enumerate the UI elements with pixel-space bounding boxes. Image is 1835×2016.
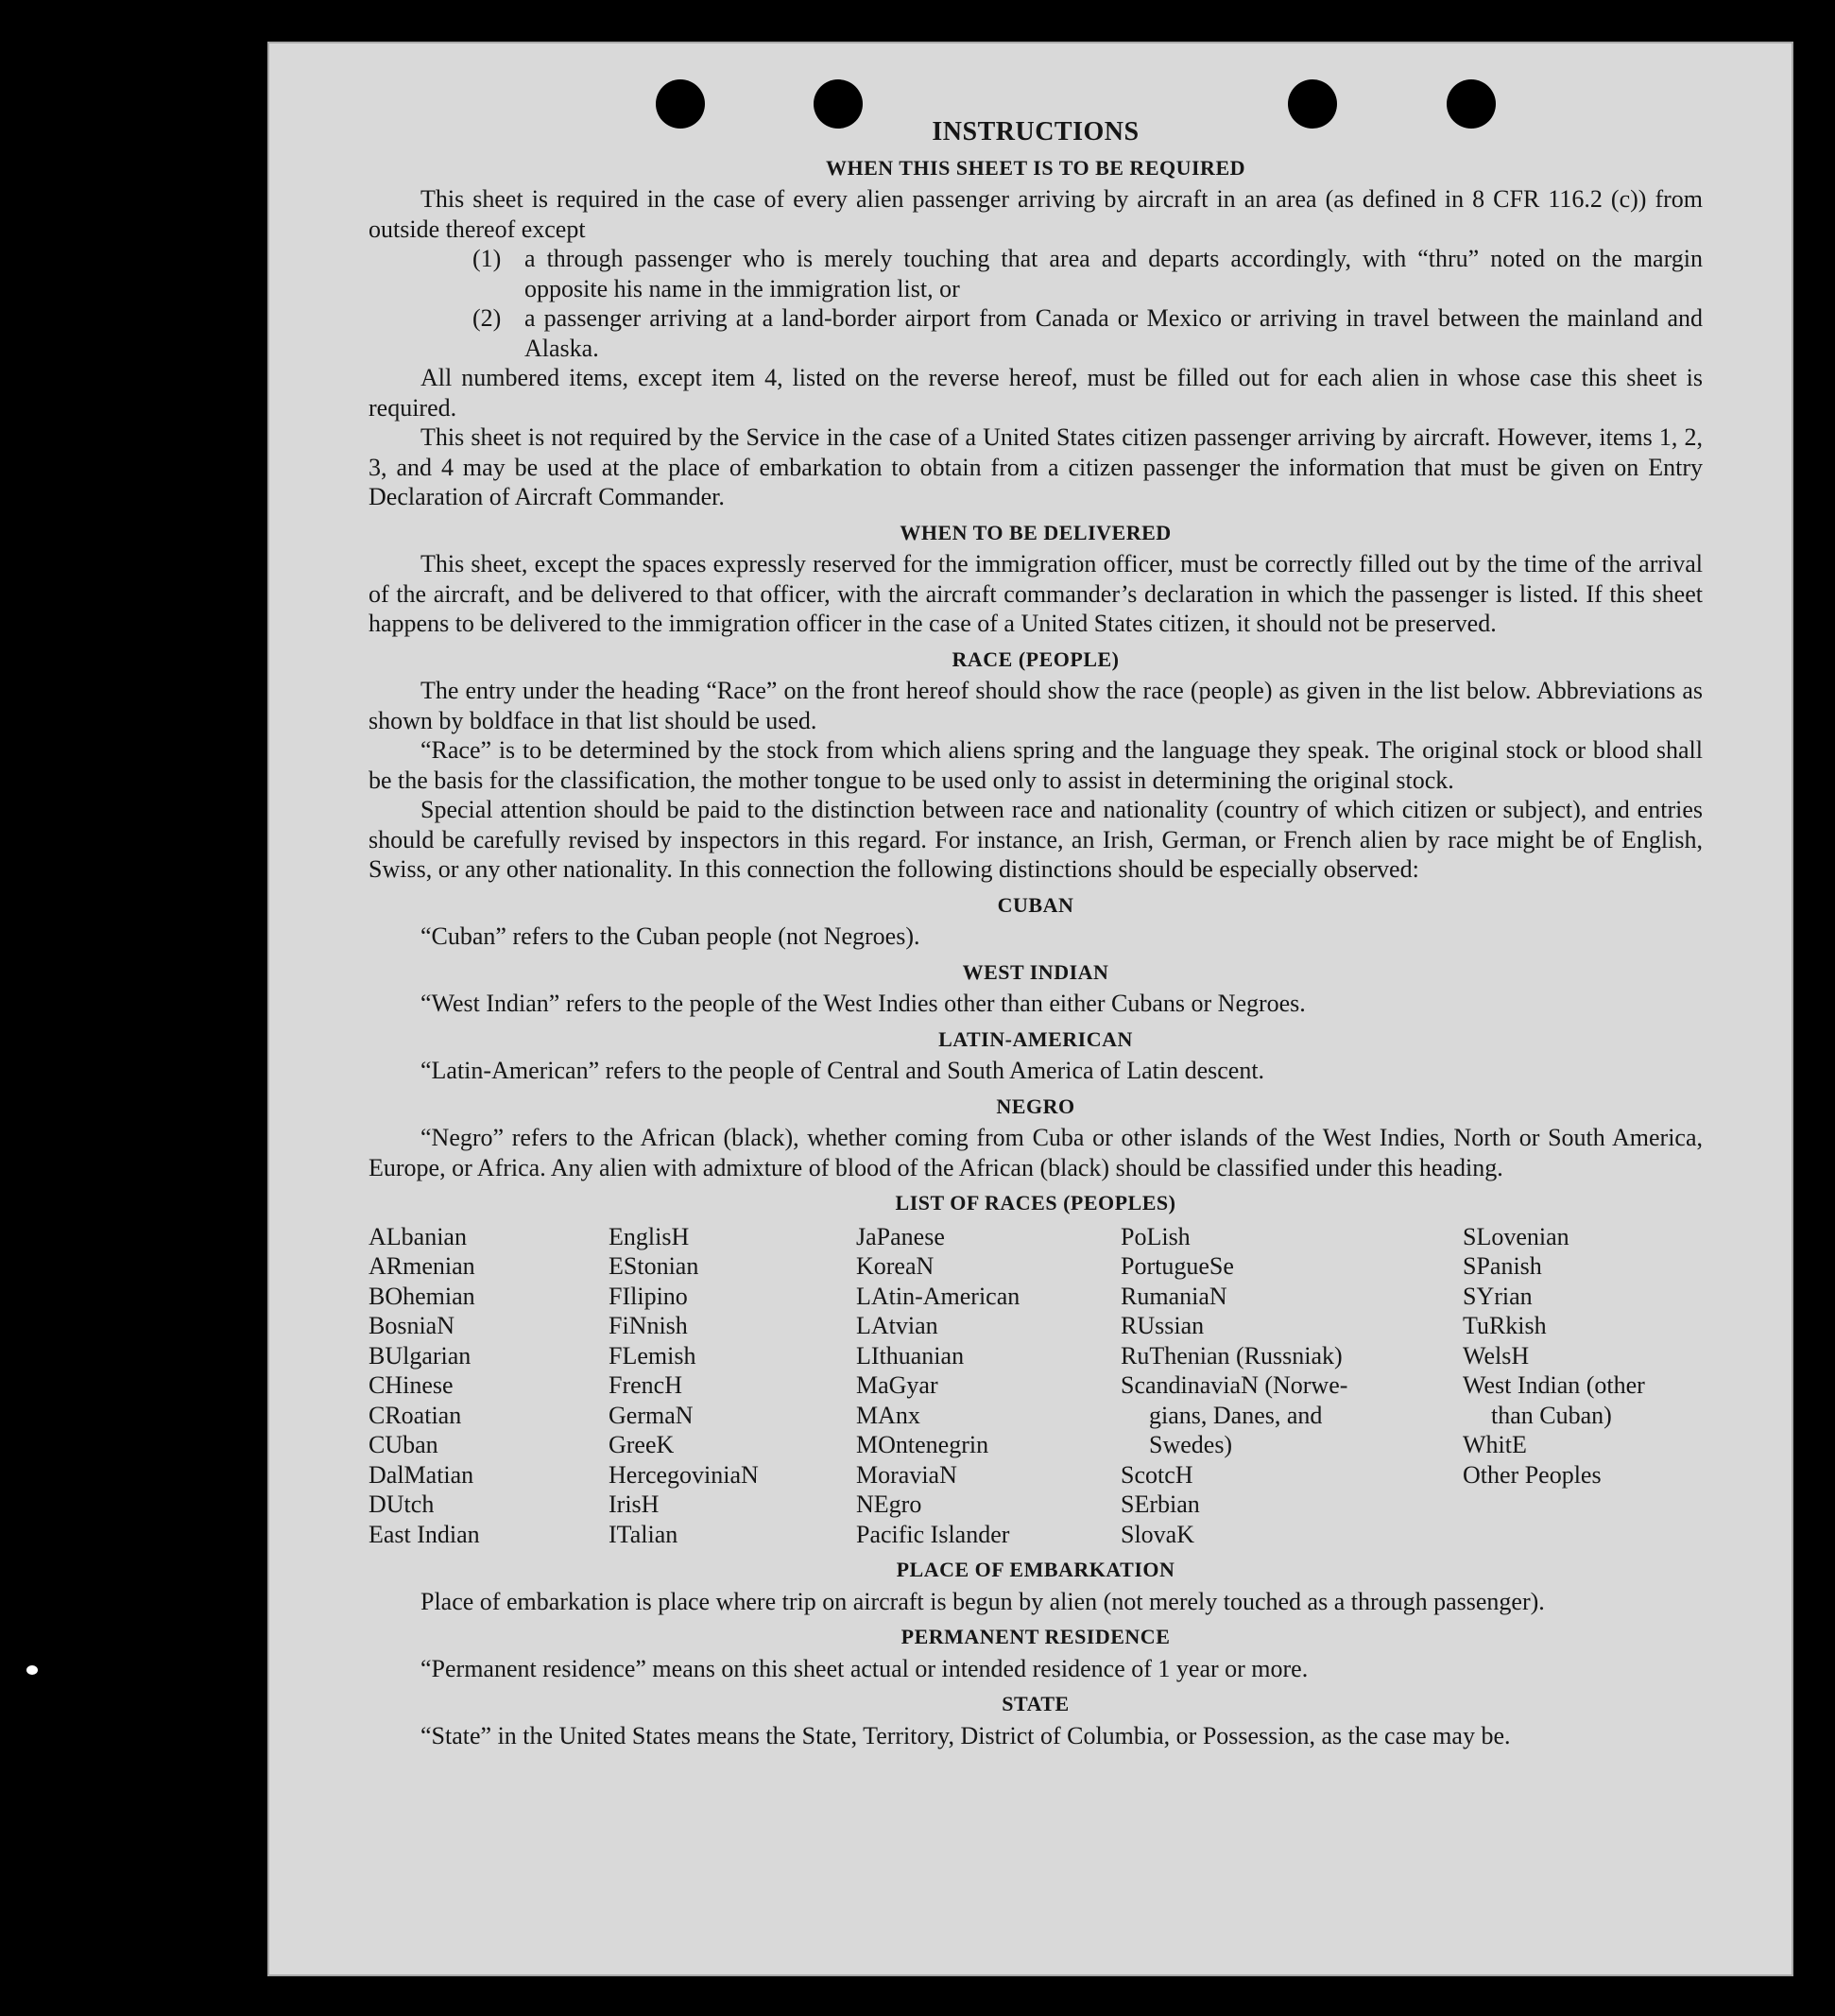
paragraph: Place of embarkation is place where trip on aircraft is begun by alien (not merely touched as a through passenger). [420,1587,1545,1615]
race-entry: West Indian (other [1463,1371,1645,1399]
heading-latin-american: LATIN-AMERICAN [938,1026,1133,1051]
item-text: a passenger arriving at a land-border airport from Canada or Mexico or arriving in travel between the mainland and Alaska. [524,304,1703,362]
race-entry: DUtch [369,1490,435,1518]
race-entry: MaGyar [856,1371,938,1399]
race-entry: IrisH [609,1490,660,1518]
heading-list-of-races: LIST OF RACES (PEOPLES) [895,1191,1176,1215]
paragraph: “Latin-American” refers to the people of Central and South America of Latin descent. [420,1057,1265,1084]
item-number: (2) [472,304,502,332]
heading-negro: NEGRO [996,1094,1075,1118]
race-column [369,1222,609,1550]
race-entry: ARmenian [369,1252,475,1280]
heading-when-required: WHEN THIS SHEET IS TO BE REQUIRED [825,155,1246,180]
paragraph: This sheet is not required by the Service in the case of a United States citizen passenger arriving by aircraft. However, items 1, 2, 3, and 4 may be used at the place of embarkation to obtain from a citizen passenger the information that must be given on Entry Declaration of Aircraft Commander. [369,423,1703,510]
heading-permanent-residence: PERMANENT RESIDENCE [900,1625,1171,1648]
paragraph: “State” in the United States means the State, Territory, District of Columbia, or Possession, as the case may be. [420,1721,1511,1749]
race-entry: ScotcH [1121,1460,1193,1489]
race-column [609,1222,856,1550]
list-item [472,303,1703,363]
race-entry: WelsH [1463,1341,1530,1370]
race-entry: gians, Danes, and [1149,1401,1323,1429]
item-text: a through passenger who is merely touching that area and departs accordingly, with “thru” noted on the margin opposite his name in the immigration list, or [524,245,1703,302]
paragraph: Special attention should be paid to the distinction between race and nationality (country of which citizen or subject), and entries should be carefully revised by inspectors in this regard. For instance, an Irish, German, or French alien by race might be of English, Swiss, or any other nationality. In this connection the following distinctions should be especially observed: [369,796,1703,883]
race-entry: than Cuban) [1491,1401,1612,1429]
race-entry: BOhemian [369,1282,475,1310]
paragraph: “West Indian” refers to the people of the West Indies other than either Cubans or Negroes. [420,990,1306,1017]
paragraph: All numbered items, except item 4, listed on the reverse hereof, must be filled out for each alien in whose case this sheet is required. [369,364,1703,422]
race-entry: BUlgarian [369,1341,472,1370]
race-entry: SYrian [1463,1282,1533,1310]
race-entry: Pacific Islander [856,1520,1010,1548]
race-list [369,1222,1703,1550]
race-entry: EStonian [609,1252,699,1280]
race-entry: MoraviaN [856,1460,957,1489]
race-entry: LAtvian [856,1312,938,1339]
race-entry: CUban [369,1431,438,1458]
race-entry: SlovaK [1121,1520,1194,1548]
heading-when-delivered: WHEN TO BE DELIVERED [900,520,1172,544]
heading-place-of-embarkation: PLACE OF EMBARKATION [896,1558,1175,1581]
race-entry: East Indian [369,1520,480,1548]
race-entry: FrencH [609,1371,682,1399]
paragraph: This sheet is required in the case of every alien passenger arriving by aircraft in an area (as defined in 8 CFR 116.2 (c)) from outside thereof except [369,185,1703,243]
race-entry: WhitE [1463,1431,1527,1458]
race-column [1463,1222,1703,1550]
race-entry: PortugueSe [1121,1252,1234,1280]
race-entry: GreeK [609,1431,675,1458]
paragraph: “Negro” refers to the African (black), whether coming from Cuba or other islands of the West Indies, North or South America, Europe, or Africa. Any alien with admixture of blood of the African (black) should be classified under this heading. [369,1124,1703,1181]
document-sheet [267,42,1793,1976]
race-entry: GermaN [609,1401,694,1429]
race-entry: RumaniaN [1121,1282,1227,1310]
race-entry: JaPanese [856,1222,945,1250]
race-entry: SErbian [1121,1490,1200,1518]
race-entry: KoreaN [856,1252,935,1280]
race-entry: MAnx [856,1401,920,1429]
heading-cuban: CUBAN [997,892,1074,917]
scan-speck [26,1665,38,1675]
paragraph: “Cuban” refers to the Cuban people (not Negroes). [420,922,920,950]
race-entry: Swedes) [1149,1431,1233,1458]
race-entry: ALbanian [369,1222,467,1250]
paragraph: This sheet, except the spaces expressly reserved for the immigration officer, must be correctly filled out by the time of the arrival of the aircraft, and be delivered to that officer, with the aircraft commander’s declaration in which the passenger is listed. If this sheet happens to be delivered to the immigration officer in the case of a United States citizen, it should not be preserved. [369,550,1703,637]
heading-state: STATE [1002,1692,1070,1715]
race-entry: FLemish [609,1341,696,1370]
race-entry: SPanish [1463,1252,1542,1280]
heading-race: RACE (PEOPLE) [952,646,1120,671]
race-entry: RuThenian (Russniak) [1121,1341,1343,1370]
race-entry: FiNnish [609,1312,688,1339]
race-entry: Other Peoples [1463,1460,1602,1489]
paragraph: The entry under the heading “Race” on the front hereof should show the race (people) as given in the list below. Abbreviations as shown by boldface in that list should be used. [369,677,1703,734]
instructions-content [369,117,1703,1750]
race-entry: FIlipino [609,1282,688,1310]
race-entry: HercegoviniaN [609,1460,759,1489]
race-entry: DalMatian [369,1460,474,1489]
race-column [1121,1222,1463,1550]
page-title: INSTRUCTIONS [932,117,1140,146]
race-entry: ScandinaviaN (Norwe- [1121,1371,1348,1399]
paragraph: “Permanent residence” means on this sheet actual or intended residence of 1 year or more. [420,1654,1309,1682]
race-entry: NEgro [856,1490,922,1518]
race-entry: RUssian [1121,1312,1205,1339]
heading-west-indian: WEST INDIAN [962,959,1109,984]
race-entry: CHinese [369,1371,454,1399]
race-entry: PoLish [1121,1222,1191,1250]
race-entry: MOntenegrin [856,1431,989,1458]
race-entry: LAtin-American [856,1282,1020,1310]
race-entry: LIthuanian [856,1341,965,1370]
race-column [856,1222,1121,1550]
list-item [472,244,1703,303]
race-entry: EnglisH [609,1222,690,1250]
paragraph: “Race” is to be determined by the stock from which aliens spring and the language they speak. The original stock or blood shall be the basis for the classification, the mother tongue to be used only to assist in determining the original stock. [369,736,1703,794]
race-entry: BosniaN [369,1312,454,1339]
race-entry: SLovenian [1463,1222,1569,1250]
race-entry: ITalian [609,1520,678,1548]
race-entry: CRoatian [369,1401,462,1429]
race-entry: TuRkish [1463,1312,1547,1339]
item-number: (1) [472,245,502,272]
